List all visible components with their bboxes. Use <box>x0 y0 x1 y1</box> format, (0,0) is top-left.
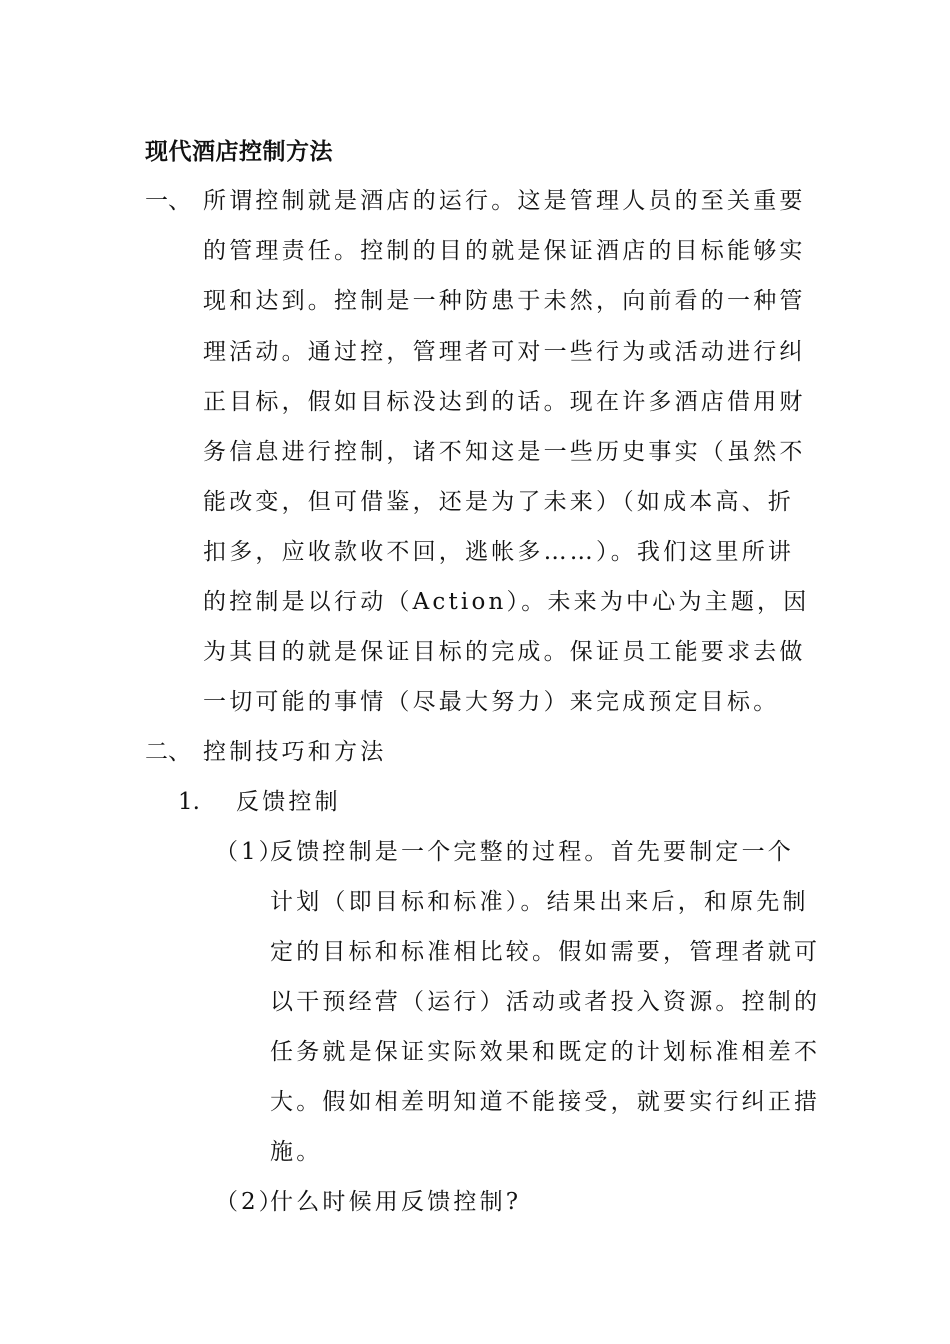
sub-1-line: 大。假如相差明知道不能接受，就要实行纠正措 <box>270 1089 821 1115</box>
sub-1-line: 计划（即目标和标准）。结果出来后，和原先制 <box>270 889 809 915</box>
section-1-marker: 一、 <box>145 188 191 214</box>
sub-1-line: 任务就是保证实际效果和既定的计划标准相差不 <box>270 1039 821 1065</box>
section-2-heading: 控制技巧和方法 <box>203 739 387 765</box>
section-1-line: 能改变，但可借鉴，还是为了未来）（如成本高、折 <box>203 489 795 515</box>
sub-2-marker: （2） <box>215 1189 285 1215</box>
item-1-marker: 1. <box>178 789 200 815</box>
sub-1-marker: （1） <box>215 839 285 865</box>
item-1-heading: 反馈控制 <box>236 789 341 815</box>
sub-2-text: 什么时候用反馈控制? <box>270 1189 522 1215</box>
sub-1-line: 施。 <box>270 1139 323 1165</box>
section-1-line: 正目标，假如目标没达到的话。现在许多酒店借用财 <box>203 389 806 415</box>
section-1-line: 一切可能的事情（尽最大努力）来完成预定目标。 <box>203 689 780 715</box>
section-1-line: 所谓控制就是酒店的运行。这是管理人员的至关重要 <box>203 188 806 214</box>
section-1-line: 扣多，应收款收不回，逃帐多……）。我们这里所讲 <box>203 539 795 565</box>
sub-1-line: 定的目标和标准相比较。假如需要，管理者就可 <box>270 939 821 965</box>
section-1-line: 务信息进行控制，诸不知这是一些历史事实（虽然不 <box>203 439 806 465</box>
section-1-line: 的控制是以行动（Action）。未来为中心为主题，因 <box>203 589 810 615</box>
document-title: 现代酒店控制方法 <box>145 139 333 165</box>
sub-1-line: 以干预经营（运行）活动或者投入资源。控制的 <box>270 989 821 1015</box>
section-1-line: 为其目的就是保证目标的完成。保证员工能要求去做 <box>203 639 806 665</box>
section-2-marker: 二、 <box>145 739 191 765</box>
section-1-line: 的管理责任。控制的目的就是保证酒店的目标能够实 <box>203 238 806 264</box>
section-1-line: 理活动。通过控，管理者可对一些行为或活动进行纠 <box>203 339 806 365</box>
section-1-line: 现和达到。控制是一种防患于未然，向前看的一种管 <box>203 288 806 314</box>
sub-1-line: 反馈控制是一个完整的过程。首先要制定一个 <box>270 839 794 865</box>
